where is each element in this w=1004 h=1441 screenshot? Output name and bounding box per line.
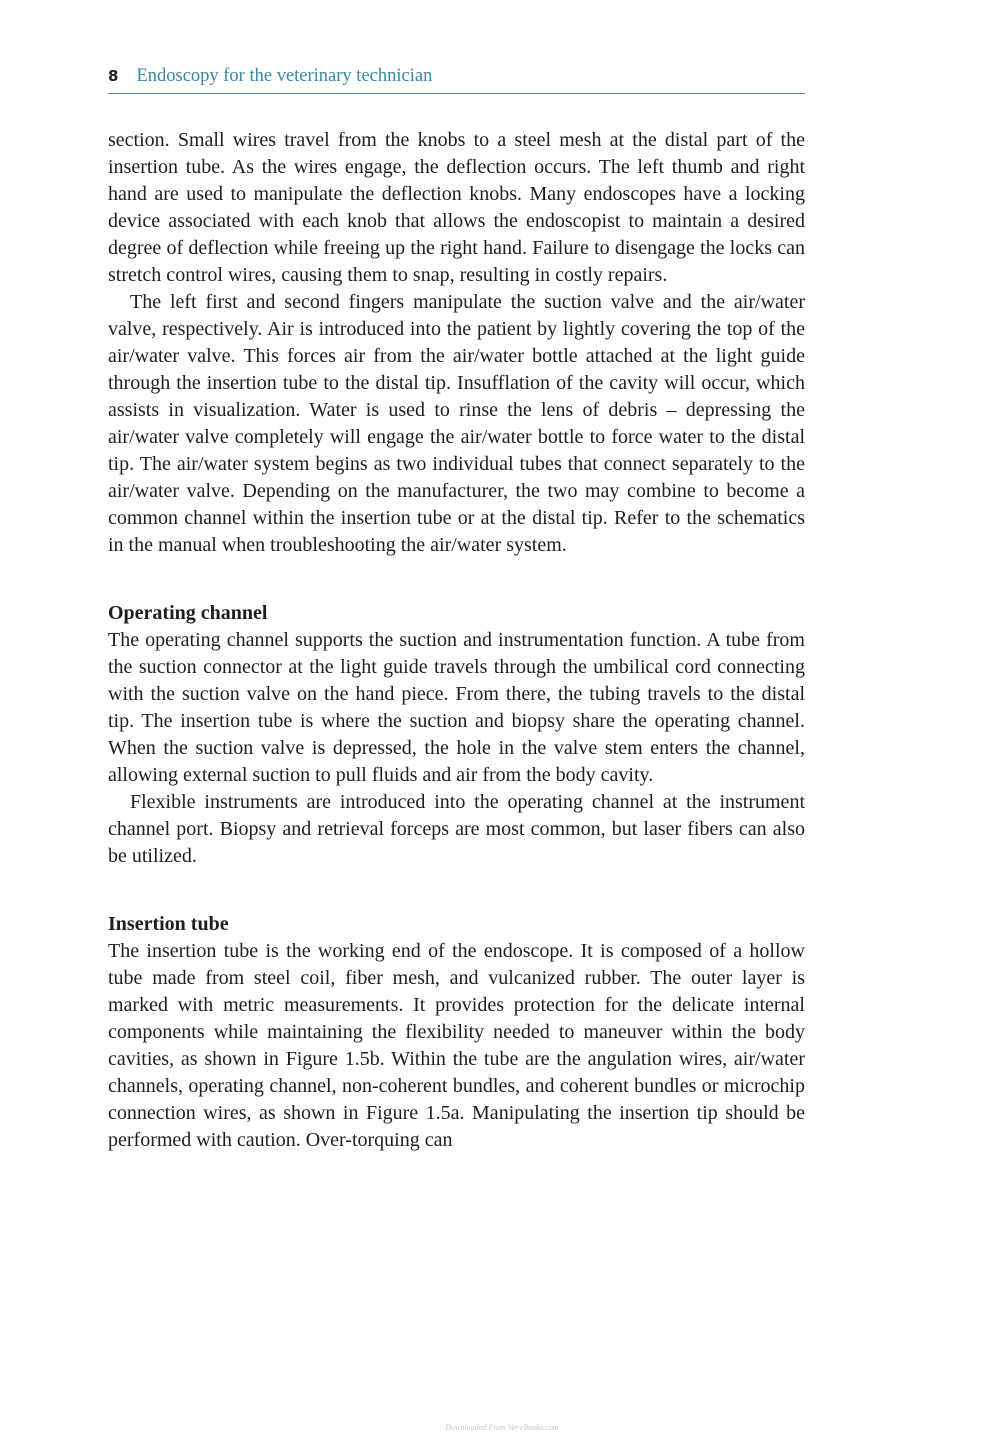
paragraph-flexible-instruments: Flexible instruments are introduced into the operating channel at the instrument channel port. Biopsy and retrieval forceps are most common, but laser fibers can also be utilized.	[108, 791, 805, 867]
paragraph-insertion-tube: The insertion tube is the working end of the endoscope. It is composed of a hollow tube made from steel coil, fiber mesh, and vulcanized rubber. The outer layer is marked with metric measurements. It provides protection for the delicate internal components while maintaining the flexibility needed to maneuver within the body cavities, as shown in Figure 1.5b. Within the tube are the angulation wires, air/water channels, operating channel, non-coherent bundles, and coherent bundles or microchip connection wires, as shown in Figure 1.5a. Manipulating the insertion tip should be performed with caution. Over-torquing can	[108, 940, 805, 1151]
running-header	[108, 64, 805, 94]
page-content	[108, 127, 805, 1154]
paragraph-operating-channel: The operating channel supports the suction and instrumentation function. A tube from the suction connector at the light guide travels through the umbilical cord connecting with the suction valve on the hand piece. From there, the tubing travels to the distal tip. The insertion tube is where the suction and biopsy share the operating channel. When the suction valve is depressed, the hole in the valve stem enters the channel, allowing external suction to pull fluids and air from the body cavity.	[108, 629, 805, 786]
download-watermark: Downloaded From Vet-eBooks.com	[445, 1423, 559, 1432]
paragraph-air-water: The left first and second fingers manipulate the suction valve and the air/water valve, respectively. Air is introduced into the patient by lightly covering the top of the air/water valve. This forces air from the air/water bottle attached at the light guide through the insertion tube to the distal tip. Insufflation of the cavity will occur, which assists in visualization. Water is used to rinse the lens of debris – depressing the air/water valve completely will engage the air/water bottle to force water to the distal tip. The air/water system begins as two individual tubes that connect separately to the air/water valve. Depending on the manufacturer, the two may combine to become a common channel within the insertion tube or at the distal tip. Refer to the schematics in the manual when troubleshooting the air/water system.	[108, 291, 805, 556]
section-heading-operating-channel: Operating channel	[108, 602, 268, 624]
book-title: Endoscopy for the veterinary technician	[136, 66, 433, 86]
page-number: 8	[108, 67, 119, 85]
section-heading-insertion-tube: Insertion tube	[108, 913, 229, 935]
paragraph-continued: section. Small wires travel from the knobs to a steel mesh at the distal part of the insertion tube. As the wires engage, the deflection occurs. The left thumb and right hand are used to manipulate the deflection knobs. Many endoscopes have a locking device associated with each knob that allows the endoscopist to maintain a desired degree of deflection while freeing up the right hand. Failure to disengage the locks can stretch control wires, causing them to snap, resulting in costly repairs.	[108, 129, 805, 286]
